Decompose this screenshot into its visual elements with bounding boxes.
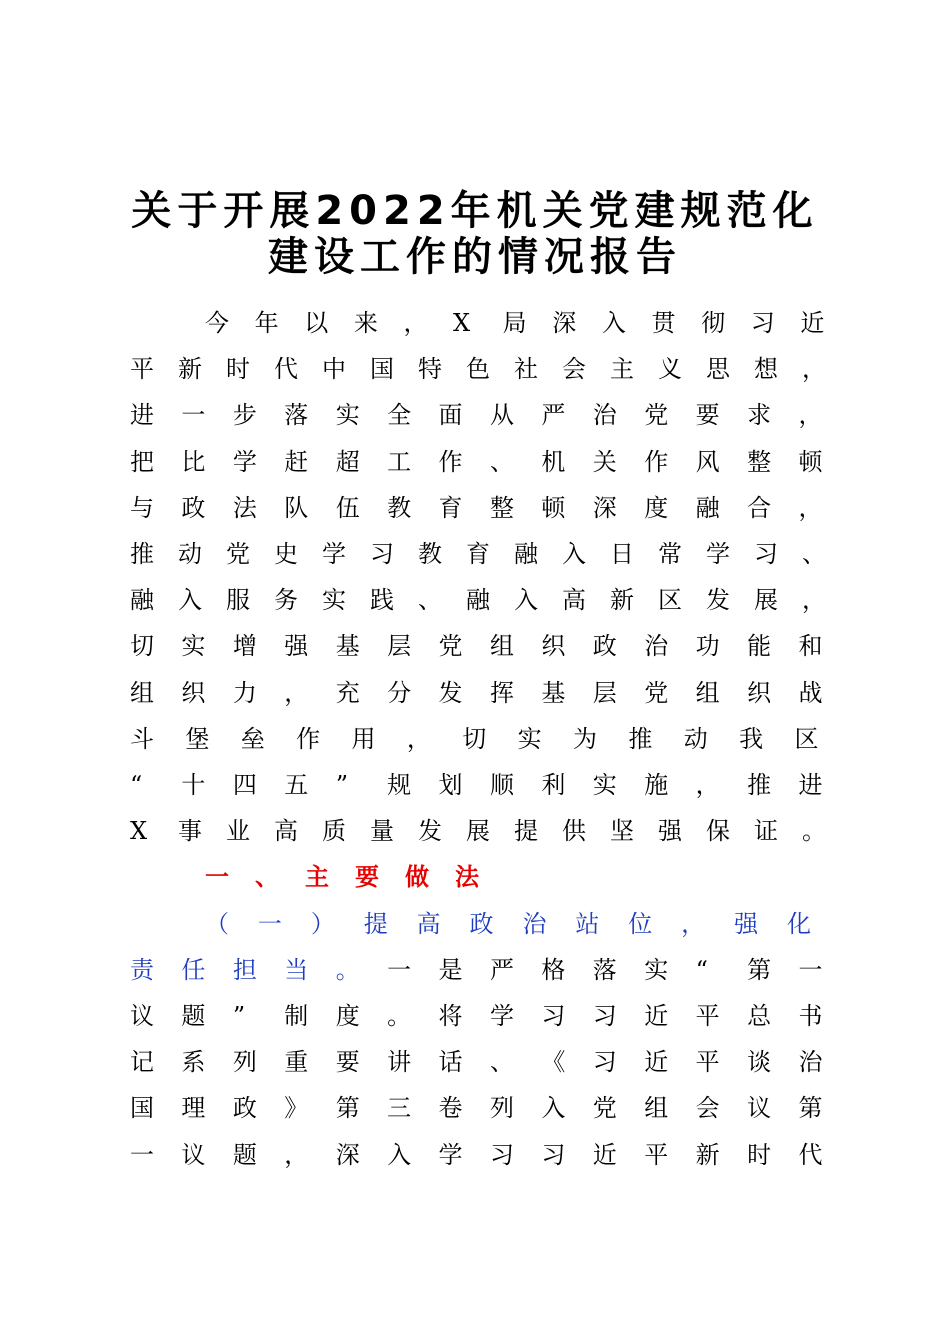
section-heading-text: 一 、 主 要 做 法	[205, 863, 479, 892]
document-title-line-1: 关于开展2022年机关党建规范化	[131, 188, 819, 234]
body-text-segment: 今 年 以 来 ， X 局 深 入 贯 彻 习 近	[205, 309, 825, 337]
body-text-line	[130, 346, 850, 392]
body-text-segment: 组 织 力 ， 充 分 发 挥 基 层 党 组 织 战	[130, 678, 823, 707]
body-text-segment: 把 比 学 赶 超 工 作 、 机 关 作 风 整 顿	[130, 447, 823, 476]
body-text-segment: 进 一 步 落 实 全 面 从 严 治 党 要 求 ，	[130, 401, 823, 430]
body-text-line	[130, 577, 850, 623]
body-text-line	[130, 1039, 850, 1085]
body-text-segment: 议 题 ” 制 度 。 将 学 习 习 近 平 总 书	[130, 1002, 823, 1030]
body-text-segment: 一 议 题 ， 深 入 学 习 习 近 平 新 时 代	[130, 1140, 823, 1169]
body-text-line	[130, 808, 850, 854]
subsection-heading-text: （ 一 ） 提 高 政 治 站 位 ， 强 化	[205, 909, 811, 938]
body-text-line	[130, 485, 850, 531]
body-text-line	[130, 670, 850, 716]
document-title-line-2: 建设工作的情况报告	[268, 234, 682, 280]
body-text-segment: 融 入 服 务 实 践 、 融 入 高 新 区 发 展 ，	[130, 586, 826, 615]
body-text-line	[130, 623, 850, 669]
subsection-heading-text: 责 任 担 当 。	[130, 955, 360, 984]
body-text-line	[130, 716, 850, 762]
body-text-line	[130, 1085, 850, 1131]
section-heading	[205, 854, 850, 900]
body-text-line	[130, 762, 850, 808]
body-text-segment: “ 十 四 五 ” 规 划 顺 利 实 施 ， 推 进	[130, 771, 823, 799]
body-text-line	[205, 300, 850, 346]
subsection-heading	[205, 901, 850, 947]
body-text-segment: 平 新 时 代 中 国 特 色 社 会 主 义 思 想 ，	[130, 355, 826, 384]
body-text-segment: X 事 业 高 质 量 发 展 提 供 坚 强 保 证 。	[130, 817, 826, 846]
body-text-line	[130, 392, 850, 438]
body-text-segment: 斗 堡 垒 作 用 ， 切 实 为 推 动 我 区	[130, 724, 819, 753]
body-text-line	[130, 947, 850, 993]
body-text-line	[130, 439, 850, 485]
body-text-line	[130, 993, 850, 1039]
body-text-segment: 推 动 党 史 学 习 教 育 融 入 日 常 学 习 、	[130, 540, 826, 568]
body-text-segment: 一 是 严 格 落 实 “ 第 一	[387, 955, 823, 984]
body-text-segment: 与 政 法 队 伍 教 育 整 顿 深 度 融 合 ，	[130, 493, 823, 522]
body-text-segment: 切 实 增 强 基 层 党 组 织 政 治 功 能 和	[130, 632, 823, 661]
body-text-line	[130, 1132, 850, 1178]
body-text-segment: 记 系 列 重 要 讲 话 、 《 习 近 平 谈 治	[130, 1048, 823, 1077]
body-text-segment: 国 理 政 》 第 三 卷 列 入 党 组 会 议 第	[130, 1094, 823, 1123]
body-text-line	[130, 531, 850, 577]
